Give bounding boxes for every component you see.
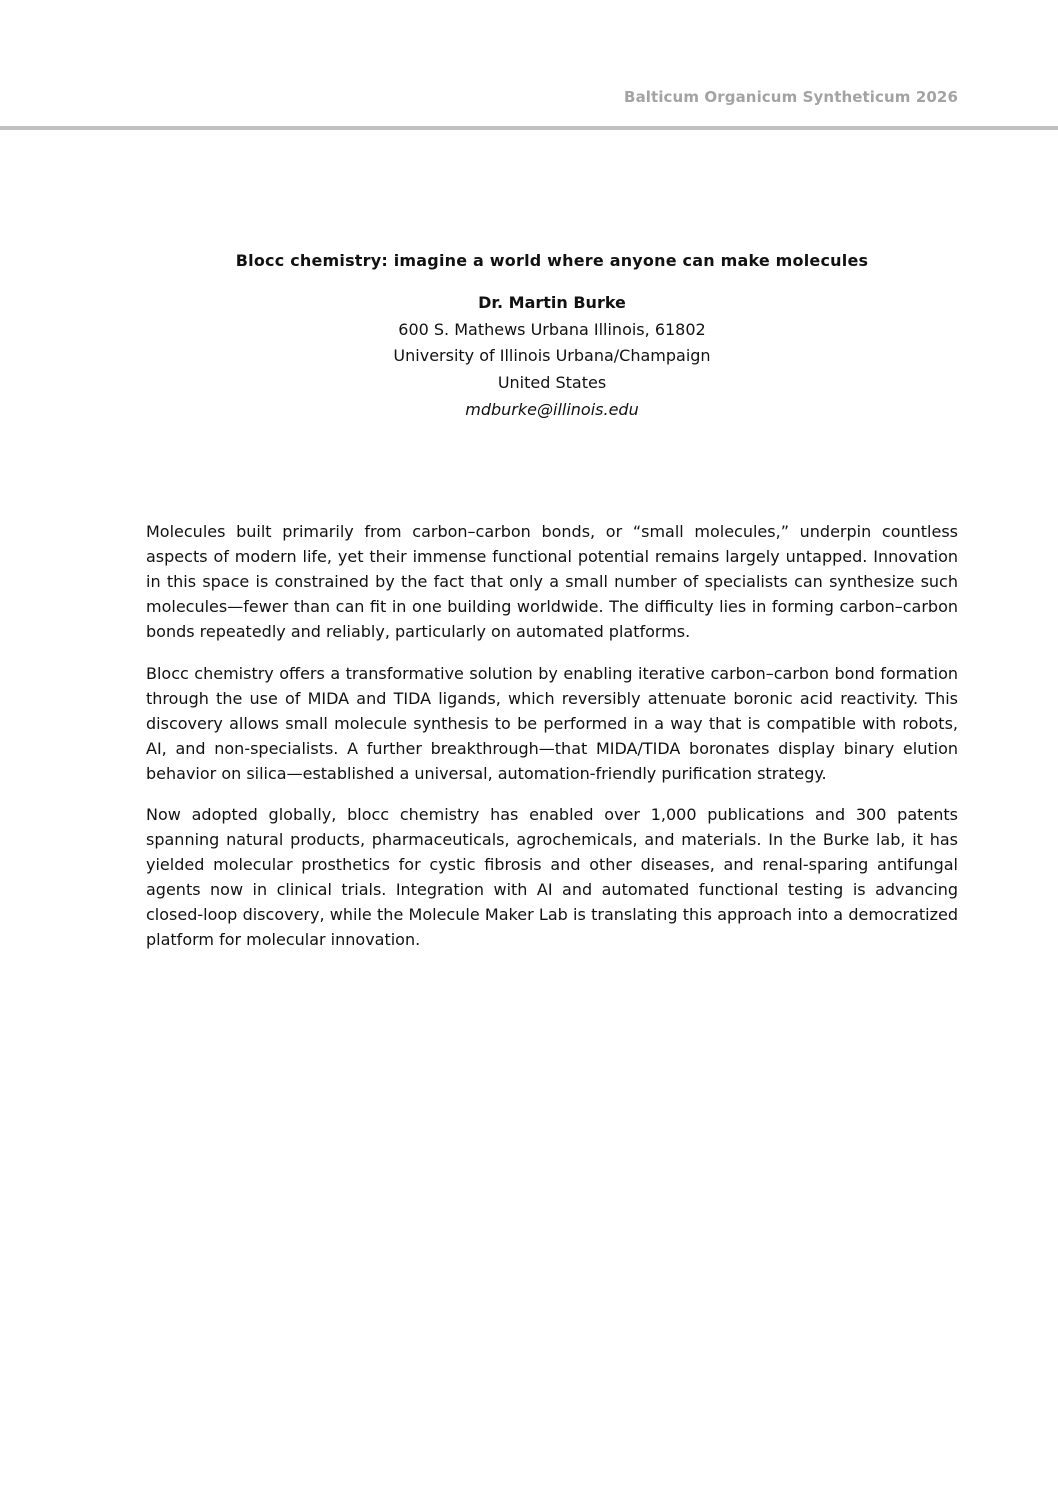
title-block	[146, 248, 958, 274]
abstract-title: Blocc chemistry: imagine a world where anyone can make molecules	[235, 251, 869, 270]
author-email: mdburke@illinois.edu	[465, 399, 639, 419]
author-address: 600 S. Mathews Urbana Illinois, 61802	[398, 319, 706, 339]
paragraph: Now adopted globally, blocc chemistry has enabled over 1,000 publications and 300 patents spanning natural products, pharmaceuticals, agrochemicals, and materials. In the Burke lab, it has yielded molecular prosthetics for cystic fibrosis and other diseases, and renal-sparing antifungal agents now in clinical trials. Integration with AI and automated functional testing is advancing closed-loop discovery, while the Molecule Maker Lab is translating this approach into a democratized platform for molecular innovation.	[146, 805, 958, 949]
abstract-body	[146, 519, 958, 969]
paragraph: Blocc chemistry offers a transformative solution by enabling iterative carbon–carbon bond formation through the use of MIDA and TIDA ligands, which reversibly attenuate boronic acid reactivity. This discovery allows small molecule synthesis to be performed in a way that is compatible with robots, AI, and non-specialists. A further breakthrough—that MIDA/TIDA boronates display binary elution behavior on silica—established a universal, automation-friendly purification strategy.	[146, 663, 958, 783]
author-block	[146, 290, 958, 424]
author-name: Dr. Martin Burke	[478, 293, 626, 312]
header-rule	[0, 126, 1058, 130]
running-header: Balticum Organicum Syntheticum 2026	[624, 88, 958, 106]
paragraph: Molecules built primarily from carbon–carbon bonds, or “small molecules,” underpin countless aspects of modern life, yet their immense functional potential remains largely untapped. Innovation in this space is constrained by the fact that only a small number of specialists can synthesize such molecules—fewer than can fit in one building worldwide. The difficulty lies in forming carbon–carbon bonds repeatedly and reliably, particularly on automated platforms.	[146, 522, 958, 641]
author-institution: University of Illinois Urbana/Champaign	[393, 346, 711, 366]
author-country: United States	[497, 373, 607, 393]
